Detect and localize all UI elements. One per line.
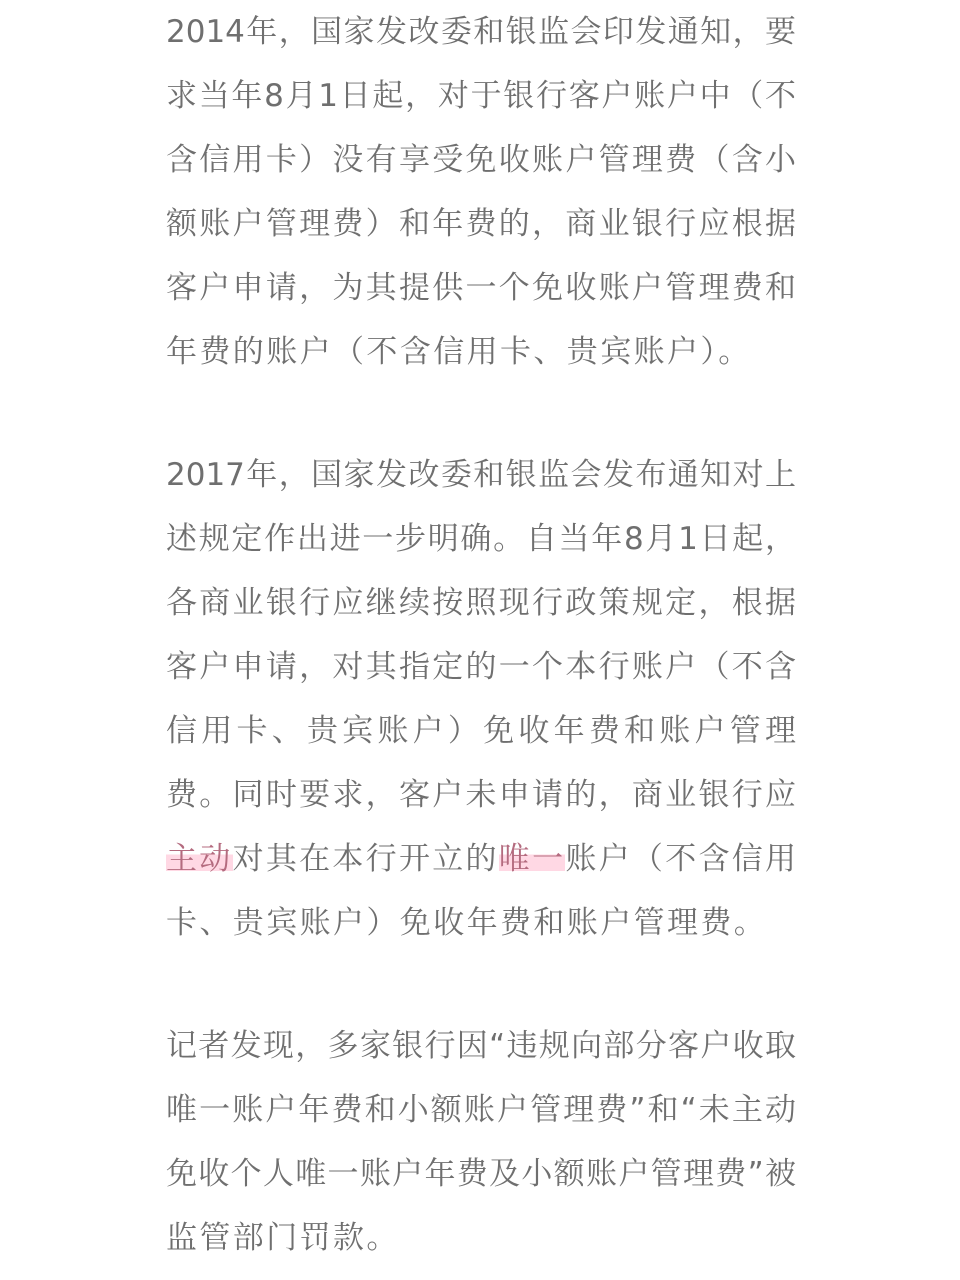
text-line: 额账户管理费）和年费的，商业银行应根据 [166,206,796,242]
text-line: 求当年8月1日起，对于银行客户账户中（不 [166,78,796,114]
text-line: 监管部门罚款。 [166,1220,400,1256]
text-line: 含信用卡）没有享受免收账户管理费（含小 [166,142,796,178]
text-line: 客户申请，为其提供一个免收账户管理费和 [166,270,796,306]
text-line: 2017年，国家发改委和银监会发布通知对上 [166,457,796,493]
text-line-with-highlights [166,827,796,891]
text-line: 述规定作出进一步明确。自当年8月1日起， [166,521,796,557]
highlight-zhudong: 主动 [166,841,233,877]
text-line: 唯一账户年费和小额账户管理费”和“未主动 [166,1092,796,1128]
text-line: 免收个人唯一账户年费及小额账户管理费”被 [166,1156,796,1192]
paragraph-2017-notice [166,443,796,955]
text-line: 卡、贵宾账户）免收年费和账户管理费。 [166,905,768,941]
text-fragment: 账户（不含信用 [565,841,797,877]
text-line: 记者发现，多家银行因“违规向部分客户收取 [166,1028,796,1064]
text-line: 2014年，国家发改委和银监会印发通知，要 [166,14,796,50]
text-line: 年费的账户（不含信用卡、贵宾账户）。 [166,334,752,370]
paragraph-2014-notice [166,0,796,384]
text-line: 费。同时要求，客户未申请的，商业银行应 [166,777,796,813]
highlight-weiyi: 唯一 [498,841,566,877]
paragraph-reporter-findings [166,1014,796,1270]
text-fragment: 对其在本行开立的 [232,841,499,877]
text-line: 信用卡、贵宾账户）免收年费和账户管理 [166,713,796,749]
text-line: 客户申请，对其指定的一个本行账户（不含 [166,649,796,685]
text-line: 各商业银行应继续按照现行政策规定，根据 [166,585,796,621]
